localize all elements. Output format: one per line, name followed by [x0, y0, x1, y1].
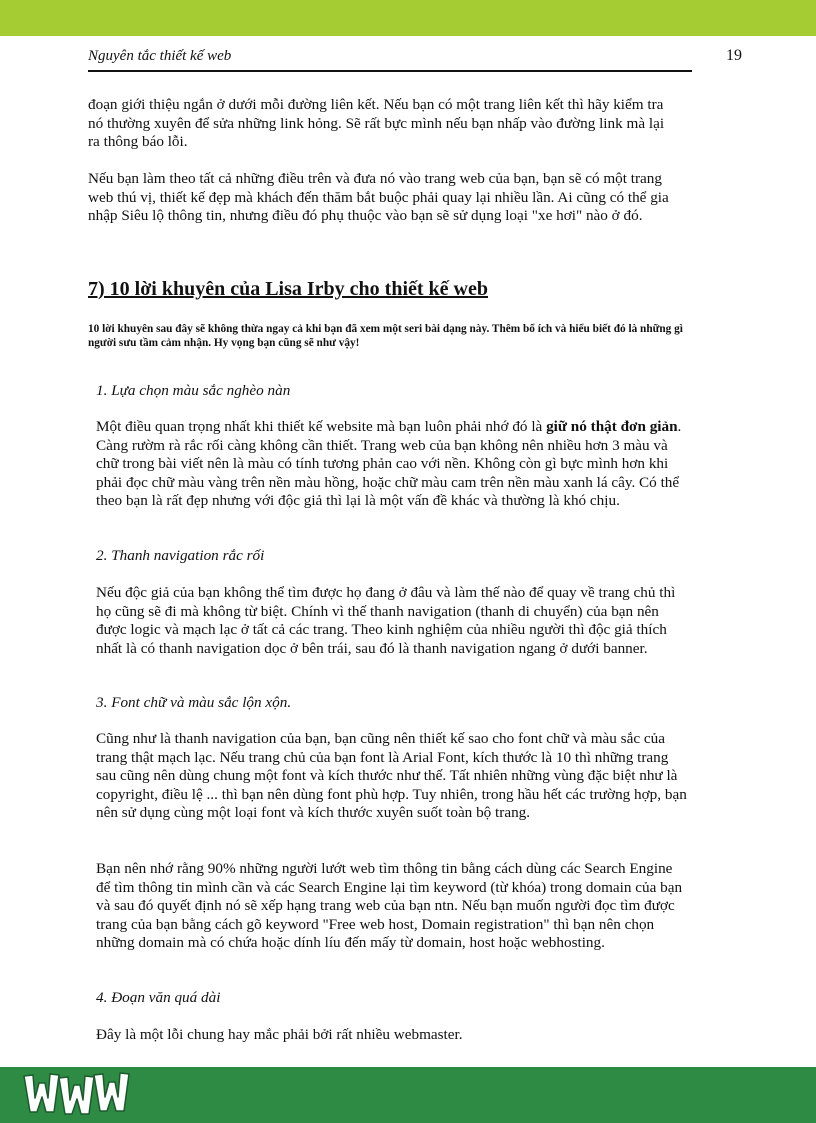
running-header-title: Nguyên tắc thiết kế web — [88, 48, 232, 64]
www-logo-icon — [22, 1070, 132, 1118]
tip-1-emphasis: giữ nó thật đơn giản — [546, 418, 678, 435]
page-number: 19 — [726, 47, 742, 64]
tip-3-title: 3. Font chữ và màu sắc lộn xộn. — [96, 694, 292, 711]
intro-paragraph-2: Nếu bạn làm theo tất cả những điều trên và đưa nó vào trang web của bạn, bạn sẽ có một trang web thú vị, thiết kế đẹp mà khách đến thăm bắt buộc phải quay lại nhiều lần. Ai cũng có thể gia nhập Siêu lộ thông tin, nhưng điều đó phụ thuộc vào bạn sẽ sử dụng loại "xe hơi" nào ở đó. — [88, 170, 669, 225]
tip-4-title: 4. Đoạn văn quá dài — [96, 989, 221, 1006]
header-divider — [88, 70, 692, 72]
tip-2-title: 2. Thanh navigation rắc rối — [96, 547, 265, 564]
section-lead: 10 lời khuyên sau đây sẽ không thừa ngay cả khi bạn đã xem một seri bài dạng này. Thêm bổ ích và hiểu biết đó là những gì người sưu tầm cảm nhận. Hy vọng bạn cũng sẽ như vậy! — [88, 323, 683, 349]
tip-1-text-b: . Càng rườm rà rắc rối càng không cần thiết. Trang web của bạn không nên nhiều hơn 3 màu và chữ trong bài viết nên là màu có tính tương phản cao với nền. Không còn gì bực mình hơn khi phải đọc chữ màu vàng trên nền màu hồng, hoặc chữ màu cam trên nền màu xanh lá cây. Có thể theo bạn là rất đẹp nhưng với độc giả thì lại là một vấn đề khác và thường là khó chịu. — [96, 418, 682, 510]
intro-paragraph-1: đoạn giới thiệu ngắn ở dưới mỗi đường liên kết. Nếu bạn có một trang liên kết thì hãy kiểm tra nó thường xuyên để sửa những link hỏng. Sẽ rất bực mình nếu bạn nhấp vào đường link mà lại ra thông báo lỗi. — [88, 96, 665, 151]
tip-3-body-2: Bạn nên nhớ rằng 90% những người lướt web tìm thông tin bằng cách dùng các Search Engine để tìm thông tin mình cần và các Search Engine lại tìm keyword (từ khóa) trong domain của bạn và sau đó quyết định nó sẽ xếp hạng trang web của bạn ntn. Nếu bạn muốn người đọc tìm được trang của bạn bằng cách gõ keyword "Free web host, Domain registration" thì bạn nên chọn những domain mà có chứa hoặc dính líu đến mấy từ domain, host hoặc webhosting. — [96, 860, 683, 952]
tip-1-body — [96, 418, 690, 511]
tip-2-body: Nếu độc giả của bạn không thể tìm được họ đang ở đâu và làm thế nào để quay về trang chủ thì họ cũng sẽ đi mà không từ biệt. Chính vì thế thanh navigation (thanh di chuyển) của bạn nên được logic và mạch lạc ở tất cả các trang. Theo kinh nghiệm của nhiều người thì độc giả thích nhất là có thanh navigation dọc ở bên trái, sau đó là thanh navigation ngang ở dưới banner. — [96, 584, 676, 657]
tip-4-body: Đây là một lỗi chung hay mắc phải bởi rất nhiều webmaster. — [96, 1026, 463, 1043]
tip-1-text-a: Một điều quan trọng nhất khi thiết kế website mà bạn luôn phải nhớ đó là — [96, 418, 547, 435]
tip-1-title: 1. Lựa chọn màu sắc nghèo nàn — [96, 382, 291, 399]
tip-3-body-1: Cũng như là thanh navigation của bạn, bạn cũng nên thiết kế sao cho font chữ và màu sắc của trang thật mạch lạc. Nếu trang chủ của bạn font là Arial Font, kích thước là 10 thì những trang sau cũng nên dùng chung một font và kích thước như thế. Tất nhiên những vùng đặc biệt như là copyright, điều lệ ... thì bạn nên dùng font phù hợp. Tuy nhiên, trong hầu hết các trường hợp, bạn nên sử dụng cùng một loại font và kích thước xuyên suốt toàn bộ trang. — [96, 730, 687, 822]
top-color-band — [0, 0, 816, 36]
section-heading: 7) 10 lời khuyên của Lisa Irby cho thiết kế web — [88, 278, 488, 300]
